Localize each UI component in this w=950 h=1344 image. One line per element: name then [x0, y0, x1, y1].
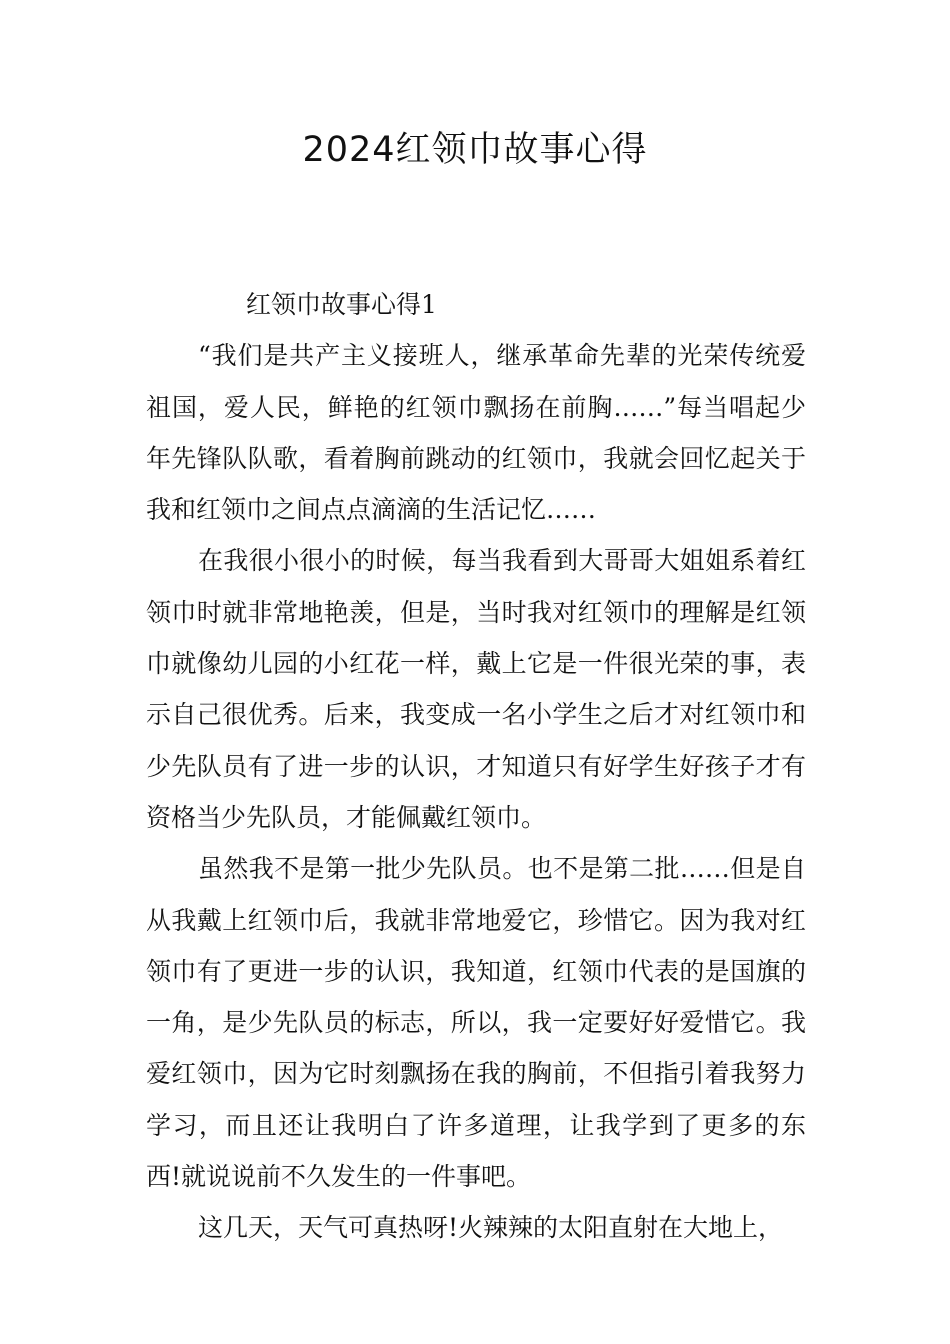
paragraph-4: 这几天，天气可真热呀!火辣辣的太阳直射在大地上，: [198, 1213, 784, 1243]
document-title: 2024红领巾故事心得: [302, 130, 648, 170]
section-heading: 红领巾故事心得1: [246, 290, 437, 319]
paragraph-2: 在我很小很小的时候，每当我看到大哥哥大姐姐系着红领巾时就非常地艳羡，但是，当时我对红领巾的理解是红领巾就像幼儿园的小红花一样，戴上它是一件很光荣的事，表示自己很优秀。后来，我变成一名小学生之后才对红领巾和少先队员有了进一步的认识，才知道只有好学生好孩子才有资格当少先队员，才能佩戴红领巾。: [146, 546, 806, 832]
paragraph-1: “我们是共产主义接班人，继承革命先辈的光荣传统爱祖国，爱人民，鲜艳的红领巾飘扬在前胸……”每当唱起少年先锋队队歌，看着胸前跳动的红领巾，我就会回忆起关于我和红领巾之间点点滴滴的生活记忆……: [146, 341, 806, 525]
document-body: [146, 279, 806, 1254]
paragraph-3: 虽然我不是第一批少先队员。也不是第二批……但是自从我戴上红领巾后，我就非常地爱它，珍惜它。因为我对红领巾有了更进一步的认识，我知道，红领巾代表的是国旗的一角，是少先队员的标志，所以，我一定要好好爱惜它。我爱红领巾，因为它时刻飘扬在我的胸前，不但指引着我努力学习，而且还让我明白了许多道理，让我学到了更多的东西!就说说前不久发生的一件事吧。: [146, 854, 806, 1192]
